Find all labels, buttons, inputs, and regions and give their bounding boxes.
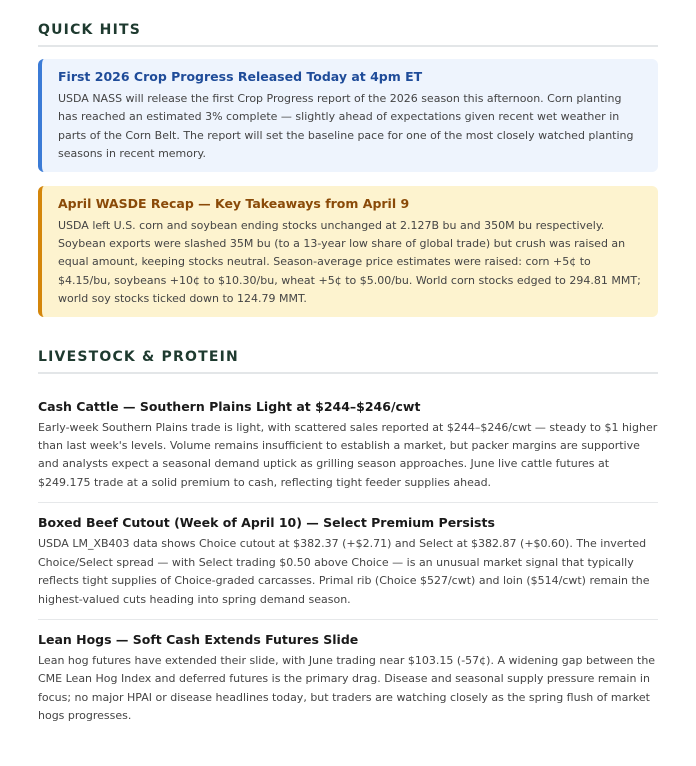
callout-heading: April WASDE Recap — Key Takeaways from April 9 (58, 195, 410, 211)
article-body: USDA LM_XB403 data shows Choice cutout at $382.37 (+$2.71) and Select at $382.87 (+$0.60). The inverted Choice/Select spread — with Select trading $0.50 above Choice — is an unusual market signal that typically reflects tight supplies of Choice-graded carcasses. Primal rib (Choice $527/cwt) and loin ($514/cwt) remain the highest-valued cuts heading into spring demand season. (38, 537, 650, 606)
section-title-quick-hits: QUICK HITS (38, 22, 658, 47)
newsletter-page (0, 22, 696, 736)
article-heading: Cash Cattle — Southern Plains Light at $244–$246/cwt (38, 398, 421, 414)
article-lean-hogs (38, 620, 658, 736)
callout-wasde-recap (38, 186, 658, 317)
article-body: Early-week Southern Plains trade is light, with scattered sales reported at $244–$246/cwt — steady to $1 higher than last week's levels. Volume remains insufficient to establish a market, but packer margins are supportive and analysts expect a seasonal demand uptick as grilling season approaches. June live cattle futures at $249.175 trade at a solid premium to cash, reflecting tight feeder supplies ahead. (38, 420, 658, 489)
article-heading: Lean Hogs — Soft Cash Extends Futures Slide (38, 631, 359, 647)
section-title-livestock-protein: LIVESTOCK & PROTEIN (38, 349, 658, 374)
callout-crop-progress (38, 59, 658, 172)
callout-heading: First 2026 Crop Progress Released Today at 4pm ET (58, 69, 423, 84)
article-heading: Boxed Beef Cutout (Week of April 10) — Select Premium Persists (38, 515, 495, 531)
article-boxed-beef (38, 503, 658, 620)
article-cash-cattle (38, 374, 658, 504)
article-body: Lean hog futures have extended their slide, with June trading near $103.15 (-57¢). A widening gap between the CME Lean Hog Index and deferred futures is the primary drag. Disease and seasonal supply pressure remain in focus; no major HPAI or disease headlines today, but traders are watching closely as the spring flush of market hogs progresses. (38, 653, 656, 723)
callout-body: USDA NASS will release the first Crop Progress report of the 2026 season this afternoon. Corn planting has reached an estimated 3% complete — slightly ahead of expectations given recent wet weather in parts of the Corn Belt. The report will set the baseline pace for one of the most closely watched planting seasons in recent memory. (58, 92, 634, 161)
callout-body: USDA left U.S. corn and soybean ending stocks unchanged at 2.127B bu and 350M bu respectively. Soybean exports were slashed 35M bu (to a 13-year low share of global trade) but crush was raised an equal amount, keeping stocks neutral. Season-average price estimates were raised: corn +5¢ to $4.15/bu, soybeans +10¢ to $10.30/bu, wheat +5¢ to $5.00/bu. World corn stocks edged to 294.81 MMT; world soy stocks ticked down to 124.79 MMT. (58, 218, 641, 306)
